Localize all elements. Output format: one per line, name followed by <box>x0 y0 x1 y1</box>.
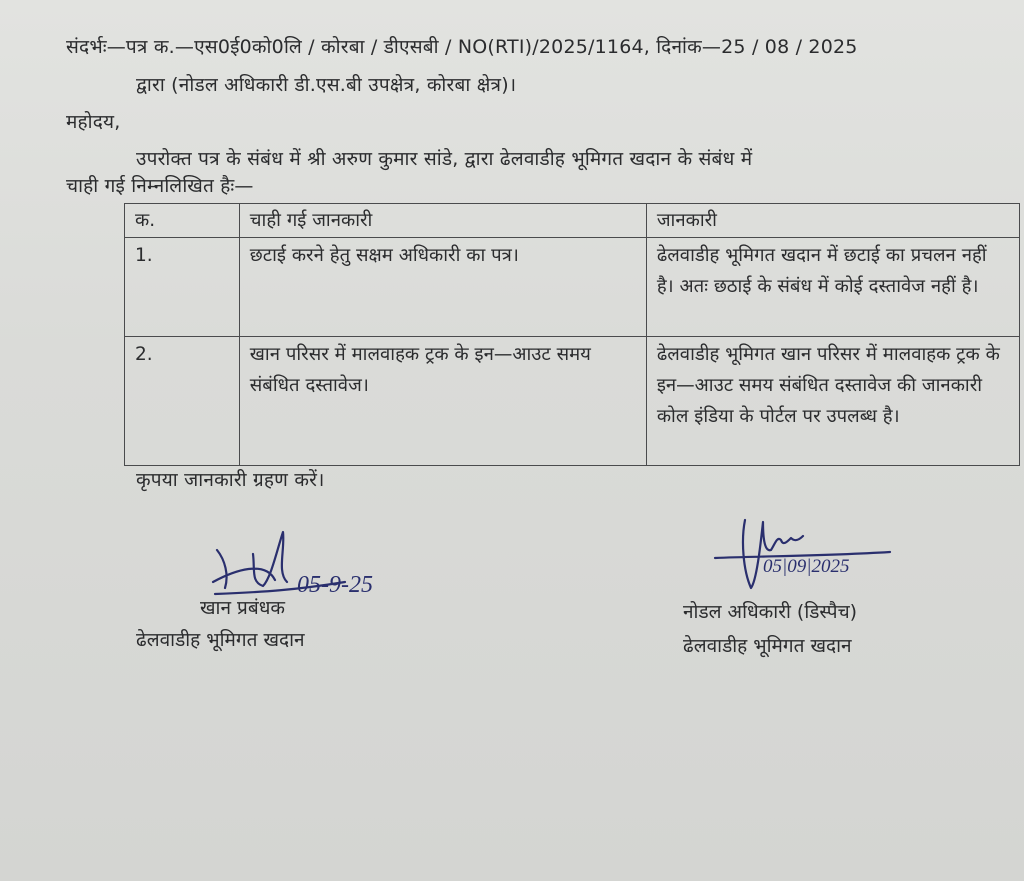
left-signature-date: 05-9-25 <box>297 572 373 598</box>
header-serial: क. <box>125 204 240 238</box>
right-signature-date: 05|09|2025 <box>763 556 850 577</box>
closing-line: कृपया जानकारी ग्रहण करें। <box>136 469 325 491</box>
via-line: द्वारा (नोडल अधिकारी डी.एस.बी उपक्षेत्र, कोरबा क्षेत्र)। <box>136 74 517 96</box>
mine-manager-title: खान प्रबंधक <box>200 597 285 619</box>
row-serial: 1. <box>125 238 240 337</box>
table-row <box>125 337 1020 466</box>
nodal-officer-organisation: ढेलवाडीह भूमिगत खदान <box>683 635 852 657</box>
row-response: ढेलवाडीह भूमिगत खदान में छटाई का प्रचलन नहीं है। अतः छठाई के संबंध में कोई दस्तावेज नहीं है। <box>646 238 1019 337</box>
reference-line: संदर्भः—पत्र क.—एस0ई0को0लि / कोरबा / डीएसबी / NO(RTI)/2025/1164, दिनांक—25 / 08 / 2025 <box>66 36 858 58</box>
mine-manager-organisation: ढेलवाडीह भूमिगत खदान <box>136 629 305 651</box>
header-requested-info: चाही गई जानकारी <box>239 204 646 238</box>
header-response-info: जानकारी <box>646 204 1019 238</box>
salutation: महोदय, <box>66 111 121 133</box>
row-serial: 2. <box>125 337 240 466</box>
row-requested: छटाई करने हेतु सक्षम अधिकारी का पत्र। <box>239 238 646 337</box>
body-paragraph-line-2: चाही गई निम्नलिखित हैः— <box>66 175 254 197</box>
nodal-officer-title: नोडल अधिकारी (डिस्पैच) <box>683 601 858 623</box>
row-response: ढेलवाडीह भूमिगत खान परिसर में मालवाहक ट्रक के इन—आउट समय संबंधित दस्तावेज की जानकारी कोल इंडिया के पोर्टल पर उपलब्ध है। <box>646 337 1019 466</box>
table-row <box>125 238 1020 337</box>
body-paragraph-line-1: उपरोक्त पत्र के संबंध में श्री अरुण कुमार सांडे, द्वारा ढेलवाडीह भूमिगत खदान के संबंध में <box>136 148 753 170</box>
table-header-row <box>125 204 1020 238</box>
nodal-officer-signature <box>705 510 905 605</box>
row-requested: खान परिसर में मालवाहक ट्रक के इन—आउट समय संबंधित दस्तावेज। <box>239 337 646 466</box>
information-table <box>124 203 1020 466</box>
